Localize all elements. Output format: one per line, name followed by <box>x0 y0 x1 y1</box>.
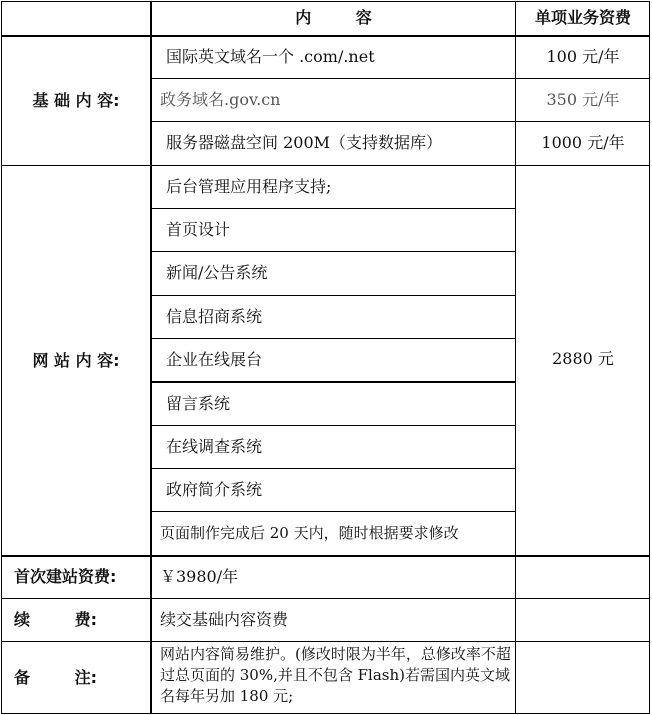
header-fee: 单项业务资费 <box>534 8 631 27</box>
renewal-label: 续 费: <box>14 610 97 629</box>
site-item-2: 首页设计 <box>166 220 231 239</box>
site-row-line-7 <box>151 468 516 469</box>
col-divider-1 <box>150 1 152 714</box>
site-row-line-6 <box>151 425 516 426</box>
table-border-right <box>649 1 650 714</box>
basic-row-line-1 <box>151 78 650 79</box>
site-item-9: 页面制作完成后 20 天内，随时根据要求修改 <box>160 524 459 542</box>
site-bottom-line <box>1 555 650 557</box>
site-item-8: 政府简介系统 <box>166 480 263 499</box>
site-item-1: 后台管理应用程序支持; <box>166 177 332 196</box>
first-fee-value: ￥3980/年 <box>160 567 239 586</box>
basic-fee-1: 100 元/年 <box>546 47 620 66</box>
basic-item-2: 政务域名.gov.cn <box>160 90 281 109</box>
renewal-bottom-line <box>1 641 650 642</box>
header-content: 内 容 <box>295 8 372 27</box>
site-row-line-4 <box>151 338 516 339</box>
site-row-line-3 <box>151 295 516 296</box>
notes-text: 网站内容简易维护。(修改时限为半年，总修改率不超过总页面的 30%,并且不包含 Flash)若需国内英文域名每年另加 180 元; <box>160 645 511 705</box>
site-row-line-1 <box>151 208 516 209</box>
site-item-7: 在线调查系统 <box>166 437 263 456</box>
basic-item-3: 服务器磁盘空间 200M（支持数据库） <box>166 133 443 152</box>
basic-label: 基 础 内 容: <box>32 91 120 110</box>
basic-bottom-line <box>1 165 650 166</box>
basic-item-1: 国际英文域名一个 .com/.net <box>166 47 375 66</box>
firstfee-bottom-line <box>1 598 650 599</box>
site-item-4: 信息招商系统 <box>166 307 263 326</box>
basic-row-line-2 <box>151 121 650 122</box>
basic-fee-3: 1000 元/年 <box>541 133 625 152</box>
site-item-5: 企业在线展台 <box>166 350 263 369</box>
col-divider-2 <box>515 1 516 714</box>
table-border-bottom <box>1 713 650 714</box>
site-label: 网 站 内 容: <box>32 351 120 370</box>
basic-fee-2: 350 元/年 <box>546 90 620 109</box>
site-fee: 2880 元 <box>552 349 614 368</box>
table-border-top <box>1 1 650 2</box>
site-row-line-8 <box>151 511 516 512</box>
renewal-value: 续交基础内容资费 <box>160 610 289 629</box>
first-fee-label: 首次建站资费: <box>14 567 117 586</box>
site-item-6: 留言系统 <box>166 394 231 413</box>
site-item-3: 新闻/公告系统 <box>166 263 268 282</box>
header-bottom-line <box>1 35 650 37</box>
site-row-line-2 <box>151 251 516 252</box>
site-row-line-5 <box>151 381 516 383</box>
notes-label: 备 注: <box>14 668 97 687</box>
